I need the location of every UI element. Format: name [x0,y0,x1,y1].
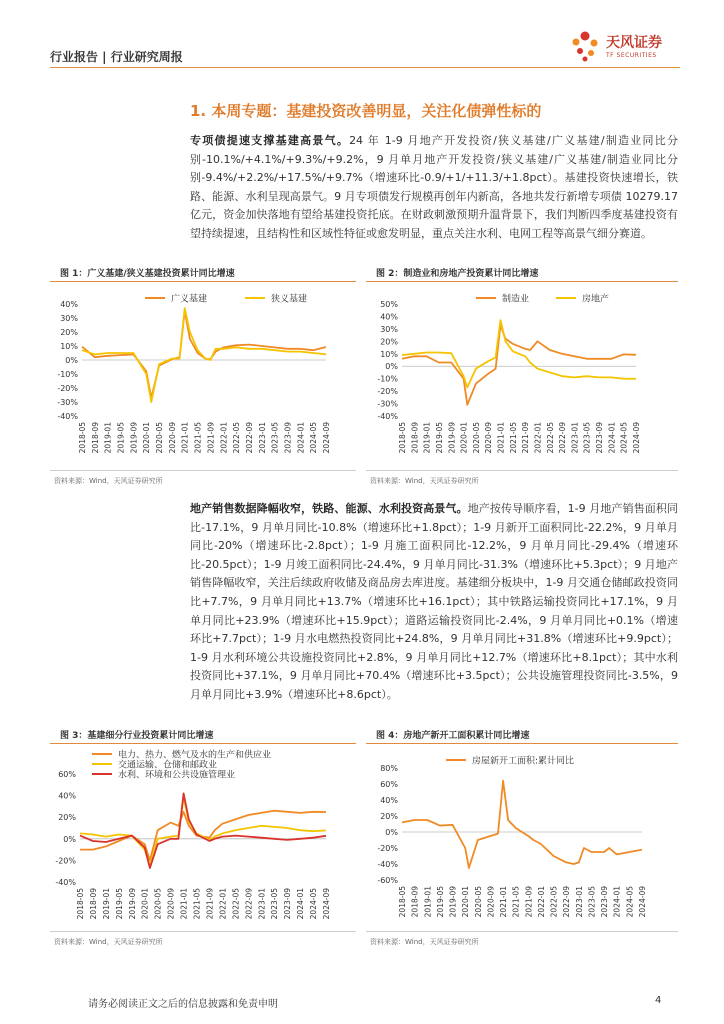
x-tick-label: 2019-09 [447,422,457,454]
x-tick-label: 2023-05 [582,422,592,454]
legend-label: 制造业 [502,294,530,305]
section-title: 1. 本周专题：基建投资改善明显，关注化债弹性标的 [190,102,542,120]
y-tick-label: 40% [58,791,76,801]
figure-3-top-rule [50,743,356,744]
y-tick-label: -30% [57,398,78,407]
y-tick-label: 40% [380,312,398,322]
figure-2-top-rule [366,281,678,282]
x-tick-label: 2021-09 [521,422,531,454]
series-line [80,798,326,866]
series-line [82,311,326,398]
x-tick-label: 2020-05 [473,886,483,918]
y-tick-label: -10% [57,370,78,379]
figure-3-bottom-rule [50,931,356,932]
x-tick-label: 2019-01 [103,422,113,454]
y-tick-label: -20% [55,856,76,866]
x-tick-label: 2021-09 [524,886,534,918]
x-tick-label: 2023-01 [570,422,580,454]
x-tick-label: 2020-09 [484,422,494,454]
x-tick-label: 2022-05 [545,422,555,454]
x-tick-label: 2021-09 [205,888,215,920]
y-tick-label: 60% [380,780,398,789]
y-tick-label: -40% [55,878,76,887]
x-tick-label: 2022-05 [231,888,241,920]
figure-3-source: 资料来源：Wind，天风证券研究所 [54,938,163,946]
paragraph-lead: 专项债提速支撑基建高景气。 [190,134,350,147]
y-tick-label: -10% [377,374,398,384]
y-tick-label: 10% [60,342,78,351]
figure-4-title: 图 4：房地产新开工面积累计同比增速 [376,731,530,741]
y-tick-label: 40% [380,796,398,805]
x-tick-label: 2021-05 [193,422,203,454]
x-tick-label: 2018-05 [398,886,407,918]
x-tick-label: 2020-01 [461,886,471,918]
legend-label: 房屋新开工面积:累计同比 [472,756,575,767]
y-tick-label: -40% [377,412,398,421]
x-tick-label: 2024-09 [322,422,331,454]
x-tick-label: 2024-01 [296,422,306,454]
figure-4-top-rule [366,743,678,744]
y-tick-label: 10% [380,349,398,359]
x-tick-label: 2022-01 [533,422,543,454]
x-tick-label: 2020-09 [166,888,176,920]
x-tick-label: 2024-01 [612,886,622,918]
x-tick-label: 2021-01 [496,422,506,454]
y-tick-label: -20% [57,384,78,393]
y-tick-label: 0% [63,834,76,844]
x-tick-label: 2023-01 [257,888,267,920]
x-tick-label: 2020-09 [486,886,496,918]
y-tick-label: 60% [58,770,76,779]
x-tick-label: 2019-05 [116,422,126,454]
x-tick-label: 2022-01 [536,886,546,918]
y-tick-label: 30% [380,324,398,334]
y-tick-label: 50% [380,300,398,309]
x-tick-label: 2021-01 [179,888,189,920]
x-tick-label: 2021-05 [508,422,518,454]
x-tick-label: 2021-01 [180,422,190,454]
x-tick-label: 2023-09 [283,422,293,454]
paragraph-realestate [190,500,678,705]
x-tick-label: 2024-05 [619,422,629,454]
x-tick-label: 2024-05 [309,422,319,454]
y-tick-label: 30% [60,314,78,323]
figure-4-source: 资料来源：Wind，天风证券研究所 [370,938,479,946]
y-tick-label: 20% [58,813,76,823]
brand-name: 天风证券 [606,35,662,51]
figure-2-source: 资料来源：Wind，天风证券研究所 [370,477,479,485]
x-tick-label: 2023-09 [283,888,293,920]
y-tick-label: 20% [380,337,398,347]
figure-1-title: 图 1：广义基建/狭义基建投资累计同比增速 [60,269,235,279]
paragraph-body: 24 年 1-9 月地产开发投资/狭义基建/广义基建/制造业同比分别-10.1%/+4.1%/+9.3%/+9.2%，9 月单月地产开发投资/狭义基建/广义基建/制造业同比分别-9.4%/+2.2%/+17.5%/+9.7%（增速环比-0.9/+1/+11.3/+1.8pct）。基建投资快速增长，铁路、能源、水利呈现高景气。9 月专项债发行规模再创年内新高，各地共发行新增专项债 10279.17 亿元，资金加快落地有望给基建投资托底。在财政刺激预期升温背景下，我们判断四季度基建投资有望持续提速，且结构性和区域性特征或愈发明显，重点关注水利、电网工程等高景气细分赛道。 [190,134,678,240]
x-tick-label: 2024-09 [638,886,647,918]
x-tick-label: 2023-05 [270,888,280,920]
x-tick-label: 2021-05 [192,888,202,920]
x-tick-label: 2022-01 [218,888,228,920]
y-tick-label: -20% [377,387,398,397]
x-tick-label: 2020-01 [459,422,469,454]
x-tick-label: 2022-05 [549,886,559,918]
x-tick-label: 2019-05 [435,886,445,918]
x-tick-label: 2019-01 [423,886,433,918]
x-tick-label: 2020-01 [142,422,152,454]
figure-2-title: 图 2：制造业和房地产投资累计同比增速 [376,269,539,279]
legend-label: 交通运输、仓储和邮政业 [118,760,218,771]
y-tick-label: 20% [380,812,398,821]
y-tick-label: 20% [60,328,78,337]
x-tick-label: 2023-01 [574,886,584,918]
legend-label: 房地产 [582,294,610,305]
x-tick-label: 2019-09 [127,888,137,920]
series-line [402,325,636,405]
x-tick-label: 2022-09 [244,422,254,454]
x-tick-label: 2024-01 [607,422,617,454]
legend-label: 广义基建 [171,294,208,305]
x-tick-label: 2019-05 [434,422,444,454]
x-tick-label: 2018-09 [410,422,420,454]
x-tick-label: 2021-01 [499,886,509,918]
series-line [402,320,636,387]
x-tick-label: 2020-05 [471,422,481,454]
series-line [402,781,642,868]
x-tick-label: 2022-05 [232,422,242,454]
x-tick-label: 2019-09 [448,886,458,918]
figure-1-source: 资料来源：Wind，天风证券研究所 [54,477,163,485]
figure-4-bottom-rule [366,931,678,932]
x-tick-label: 2020-01 [140,888,150,920]
x-tick-label: 2019-01 [422,422,432,454]
report-header-title: 行业报告 | 行业研究周报 [50,50,183,64]
legend-label: 狭义基建 [271,294,308,305]
x-tick-label: 2022-01 [219,422,229,454]
chart-new-construction [366,746,678,930]
page-number: 4 [655,995,662,1006]
x-tick-label: 2023-09 [600,886,610,918]
figure-2-bottom-rule [366,470,678,471]
x-tick-label: 2021-05 [511,886,521,918]
x-tick-label: 2018-05 [76,888,85,920]
x-tick-label: 2023-01 [257,422,267,454]
x-tick-label: 2023-05 [587,886,597,918]
y-tick-label: -40% [57,412,78,421]
x-tick-label: 2024-09 [322,888,331,920]
y-tick-label: 80% [380,764,398,773]
x-tick-label: 2022-09 [562,886,572,918]
y-tick-label: 0% [385,362,398,372]
y-tick-label: 40% [60,300,78,309]
x-tick-label: 2018-05 [78,422,87,454]
x-tick-label: 2022-09 [558,422,568,454]
y-tick-label: -60% [377,876,398,885]
chart-manufacturing-realestate [366,284,678,470]
y-tick-label: -40% [377,860,398,869]
x-tick-label: 2020-09 [167,422,177,454]
x-tick-label: 2024-01 [296,888,306,920]
x-tick-label: 2024-09 [632,422,641,454]
x-tick-label: 2018-09 [410,886,420,918]
chart-infrastructure-subsectors [50,746,356,930]
legend-label: 电力、热力、燃气及水的生产和供应业 [118,750,272,761]
brand-logo-icon [566,28,604,64]
x-tick-label: 2022-09 [244,888,254,920]
legend-label: 水利、环境和公共设施管理业 [118,770,236,781]
paragraph-body: 地产按传导顺序看，1-9 月地产销售面积同比-17.1%，9 月单月同比-10.8%（增速环比+1.8pct）；1-9 月新开工面积同比-22.2%，9 月单月同比-20%（增速环比-2.8pct）；1-9 月施工面积同比-12.2%，9 月单月同比-29.4%（增速环比-20.5pct）；1-9 月竣工面积同比-24.4%，9 月单月同比-31.3%（增速环比+5.3pct）；9 月地产销售降幅收窄，关注后续政府收储及商品房去库进度。基建细分板块中，1-9 月交通仓储邮政投资同比+7.7%，9 月单月同比+13.7%（增速环比+16.1pct）；其中铁路运输投资同比+17.1%，9 月单月同比+23.9%（增速环比+15.9pct）；道路运输投资同比-2.4%，9 月单月同比+0.1%（增速环比+7.7pct）；1-9 月水电燃热投资同比+24.8%，9 月单月同比+31.8%（增速环比+9.9pct）；1-9 月水利环境公共设施投资同比+2.8%，9 月单月同比+12.7%（增速环比+8.1pct）；其中水利投资同比+37.1%，9 月单月同比+70.4%（增速环比+3.5pct）；公共设施管理投资同比-3.5%，9 月单月同比+3.9%（增速环比+8.6pct）。 [190,502,678,701]
x-tick-label: 2024-05 [625,886,635,918]
paragraph-infrastructure [190,132,678,244]
paragraph-lead: 地产销售数据降幅收窄，铁路、能源、水利投资高景气。 [190,502,468,515]
x-tick-label: 2018-05 [398,422,407,454]
x-tick-label: 2020-05 [153,888,163,920]
chart-infrastructure-investment [50,284,356,470]
x-tick-label: 2023-05 [270,422,280,454]
x-tick-label: 2021-09 [206,422,216,454]
y-tick-label: -30% [377,399,398,409]
y-tick-label: 0% [65,356,78,365]
series-line [80,793,326,868]
y-tick-label: 0% [385,828,398,837]
x-tick-label: 2019-01 [101,888,111,920]
x-tick-label: 2018-09 [88,888,98,920]
x-tick-label: 2019-09 [129,422,139,454]
figure-1-bottom-rule [50,470,356,471]
y-tick-label: -20% [377,844,398,853]
x-tick-label: 2019-05 [114,888,124,920]
x-tick-label: 2023-09 [595,422,605,454]
x-tick-label: 2018-09 [90,422,100,454]
figure-1-top-rule [50,281,356,282]
footer-disclaimer: 请务必阅读正文之后的信息披露和免责申明 [88,999,278,1010]
header-divider [50,67,680,68]
figure-3-title: 图 3：基建细分行业投资累计同比增速 [60,731,214,741]
x-tick-label: 2024-05 [309,888,319,920]
x-tick-label: 2020-05 [155,422,165,454]
brand-subtitle: TF SECURITIES [606,52,657,59]
